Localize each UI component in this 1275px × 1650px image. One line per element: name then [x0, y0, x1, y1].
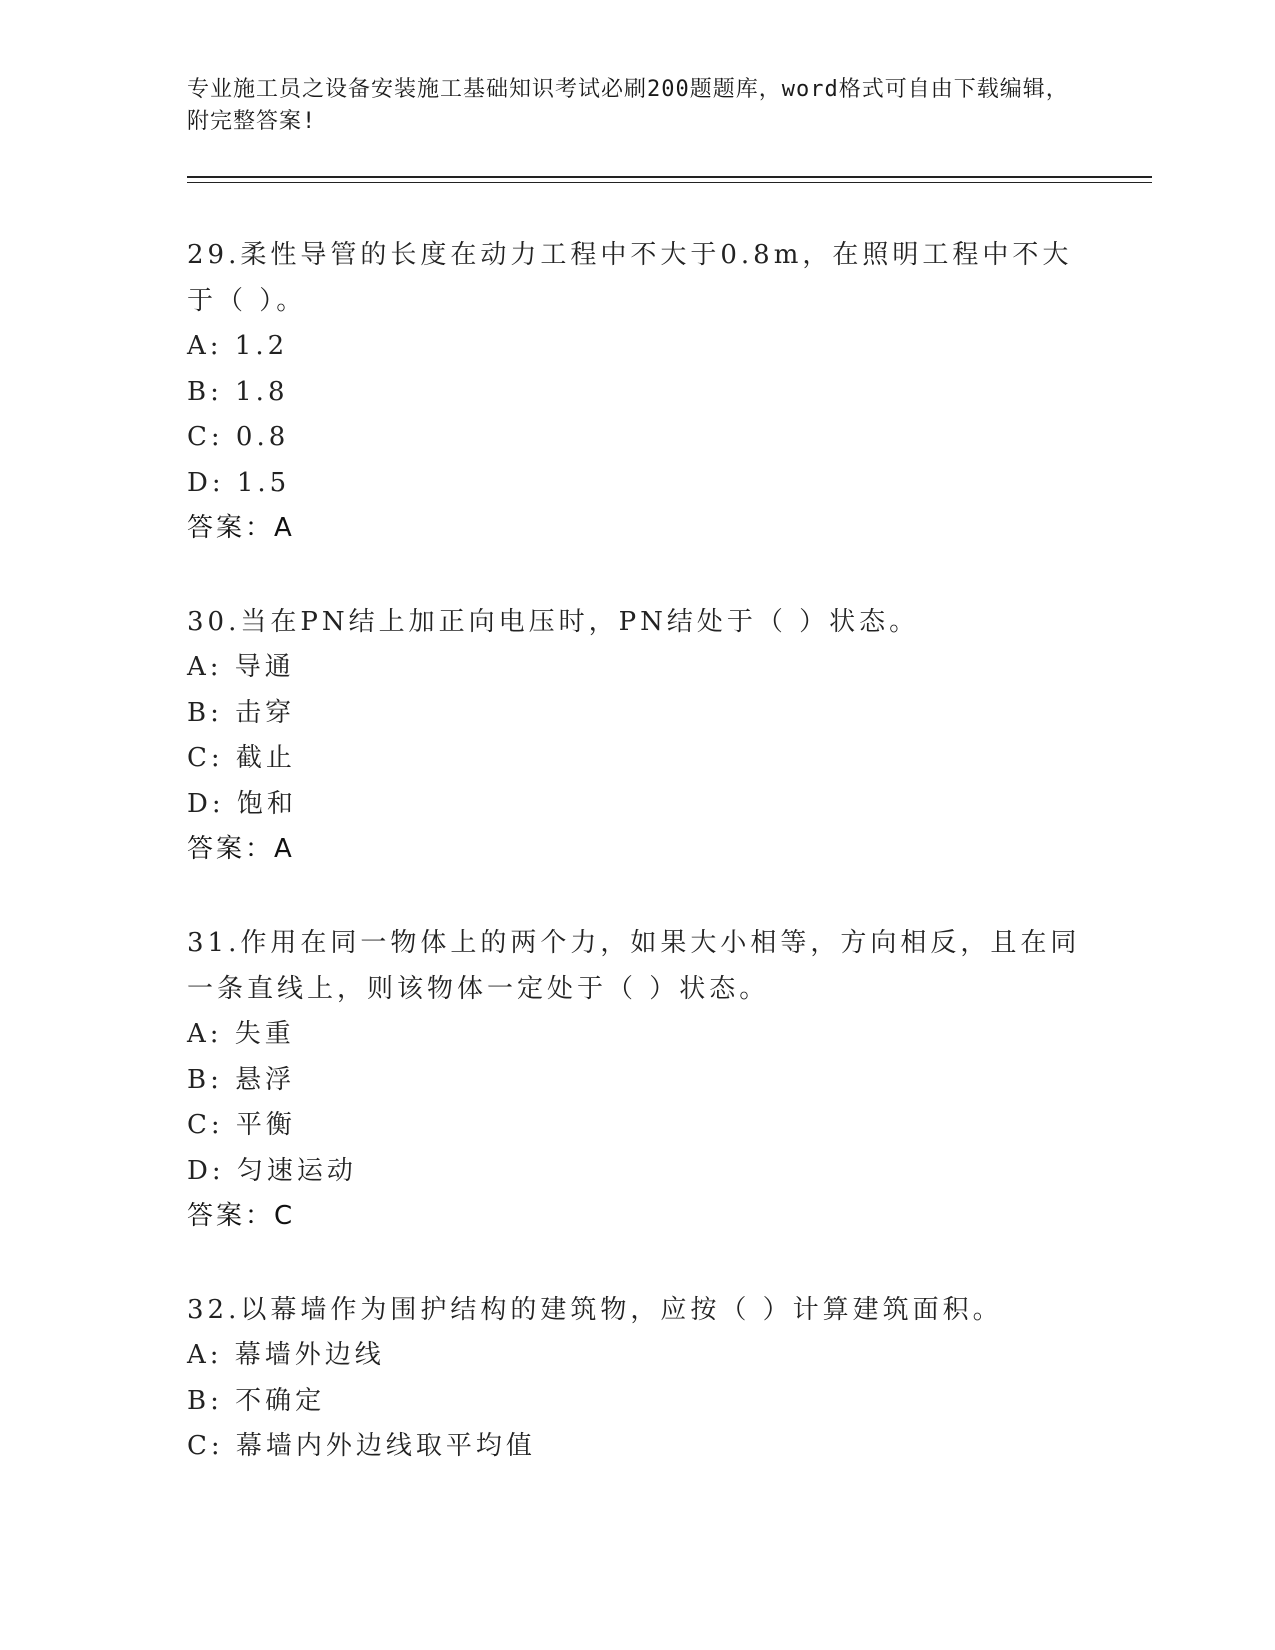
option-b: B: 悬浮: [187, 1064, 296, 1095]
question-text: 29.柔性导管的长度在动力工程中不大于0.8m，在照明工程中不大于（ ）。: [187, 240, 1073, 316]
option-b: B: 不确定: [187, 1385, 326, 1416]
option-c: C: 截止: [187, 743, 296, 773]
option-d: D: 1.5: [187, 467, 291, 498]
header-divider-thin: [187, 182, 1152, 183]
question-item: [187, 232, 1087, 551]
option-c: C: 幕墙内外边线取平均值: [187, 1431, 536, 1461]
option-d: D: 匀速运动: [187, 1155, 357, 1186]
option-d: D: 饱和: [187, 788, 297, 819]
question-text: 30.当在PN结上加正向电压时，PN结处于（ ）状态。: [187, 607, 920, 637]
document-header: 专业施工员之设备安装施工基础知识考试必刷200题题库，word格式可自由下载编辑，附完整答案!: [187, 77, 1069, 134]
answer-line: 答案：C: [187, 1201, 296, 1231]
answer-line: 答案：A: [187, 513, 295, 543]
option-a: A: 失重: [187, 1019, 295, 1049]
question-item: [187, 1287, 1087, 1470]
question-text: 31.作用在同一物体上的两个力，如果大小相等，方向相反，且在同一条直线上，则该物体一定处于（ ）状态。: [187, 928, 1081, 1004]
option-b: B: 1.8: [187, 376, 289, 407]
option-a: A: 导通: [187, 652, 295, 682]
question-item: [187, 920, 1087, 1239]
question-list: [187, 232, 1087, 1518]
option-a: A: 1.2: [187, 331, 289, 361]
question-item: [187, 599, 1087, 872]
option-c: C: 0.8: [187, 422, 290, 452]
answer-line: 答案：A: [187, 834, 295, 864]
question-text: 32.以幕墙作为围护结构的建筑物，应按（ ）计算建筑面积。: [187, 1295, 1003, 1325]
option-a: A: 幕墙外边线: [187, 1340, 385, 1370]
option-b: B: 击穿: [187, 697, 296, 728]
option-c: C: 平衡: [187, 1110, 296, 1140]
header-divider-thick: [187, 176, 1152, 178]
